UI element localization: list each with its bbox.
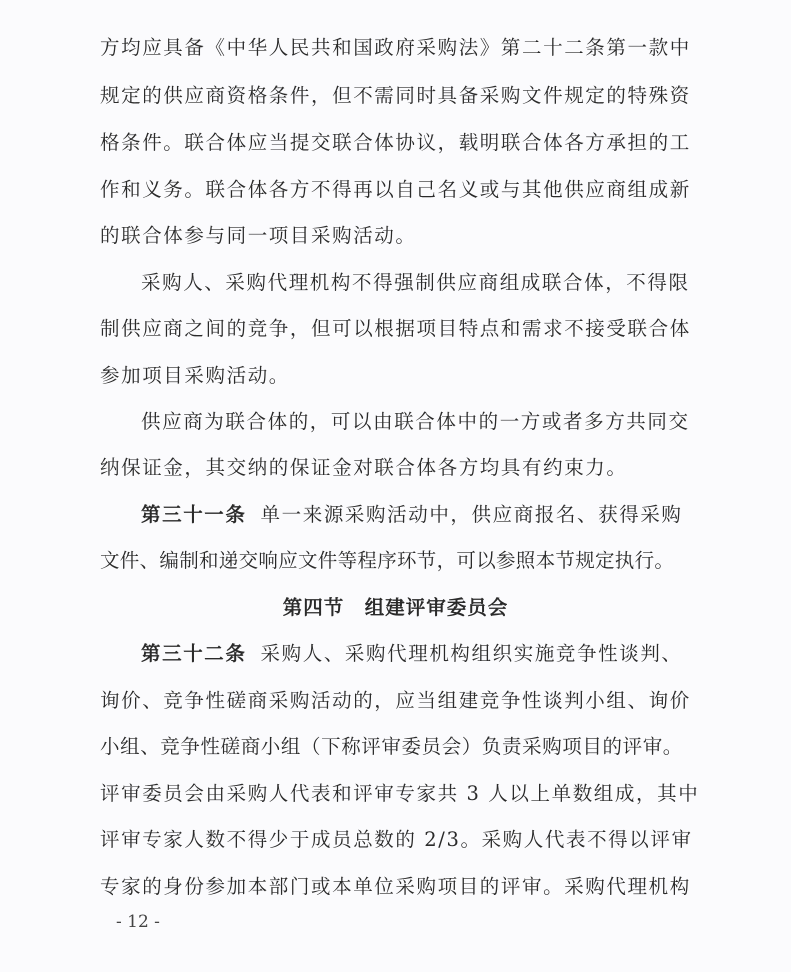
article-31-first-line <box>141 503 683 527</box>
text-line: 评审专家人数不得少于成员总数的 2/3。采购人代表不得以评审 <box>100 828 693 851</box>
text-line: 采购人、采购代理机构组织实施竞争性谈判、 <box>260 642 683 665</box>
article-title: 第三十一条 <box>141 503 247 526</box>
text-line: 的联合体参与同一项目采购活动。 <box>100 224 417 247</box>
text-line: 询价、竞争性磋商采购活动的，应当组建竞争性谈判小组、询价 <box>100 689 691 712</box>
text-line: 作和义务。联合体各方不得再以自己名义或与其他供应商组成新 <box>100 178 691 201</box>
article-32-first-line <box>141 642 683 666</box>
text-line: 参加项目采购活动。 <box>100 364 290 387</box>
text-line: 小组、竞争性磋商小组（下称评审委员会）负责采购项目的评审。 <box>100 735 683 758</box>
text-line: 采购人、采购代理机构不得强制供应商组成联合体，不得限 <box>141 271 690 294</box>
text-line: 规定的供应商资格条件，但不需同时具备采购文件规定的特殊资 <box>100 84 691 107</box>
text-line: 文件、编制和递交响应文件等程序环节，可以参照本节规定执行。 <box>100 549 675 572</box>
text-line: 评审委员会由采购人代表和评审专家共 3 人以上单数组成，其中 <box>100 782 700 805</box>
text-line: 制供应商之间的竞争，但可以根据项目特点和需求不接受联合体 <box>100 317 691 340</box>
text-line: 纳保证金，其交纳的保证金对联合体各方均具有约束力。 <box>100 456 628 479</box>
text-line: 单一来源采购活动中，供应商报名、获得采购 <box>260 503 683 526</box>
article-title: 第三十二条 <box>141 642 247 665</box>
text-line: 方均应具备《中华人民共和国政府采购法》第二十二条第一款中 <box>100 36 691 59</box>
section-heading: 第四节 组建评审委员会 <box>282 596 509 619</box>
page-number: - 12 - <box>116 912 160 932</box>
text-line: 供应商为联合体的，可以由联合体中的一方或者多方共同交 <box>141 410 690 433</box>
text-line: 格条件。联合体应当提交联合体协议，载明联合体各方承担的工 <box>100 131 691 154</box>
text-line: 专家的身份参加本部门或本单位采购项目的评审。采购代理机构 <box>100 875 691 898</box>
